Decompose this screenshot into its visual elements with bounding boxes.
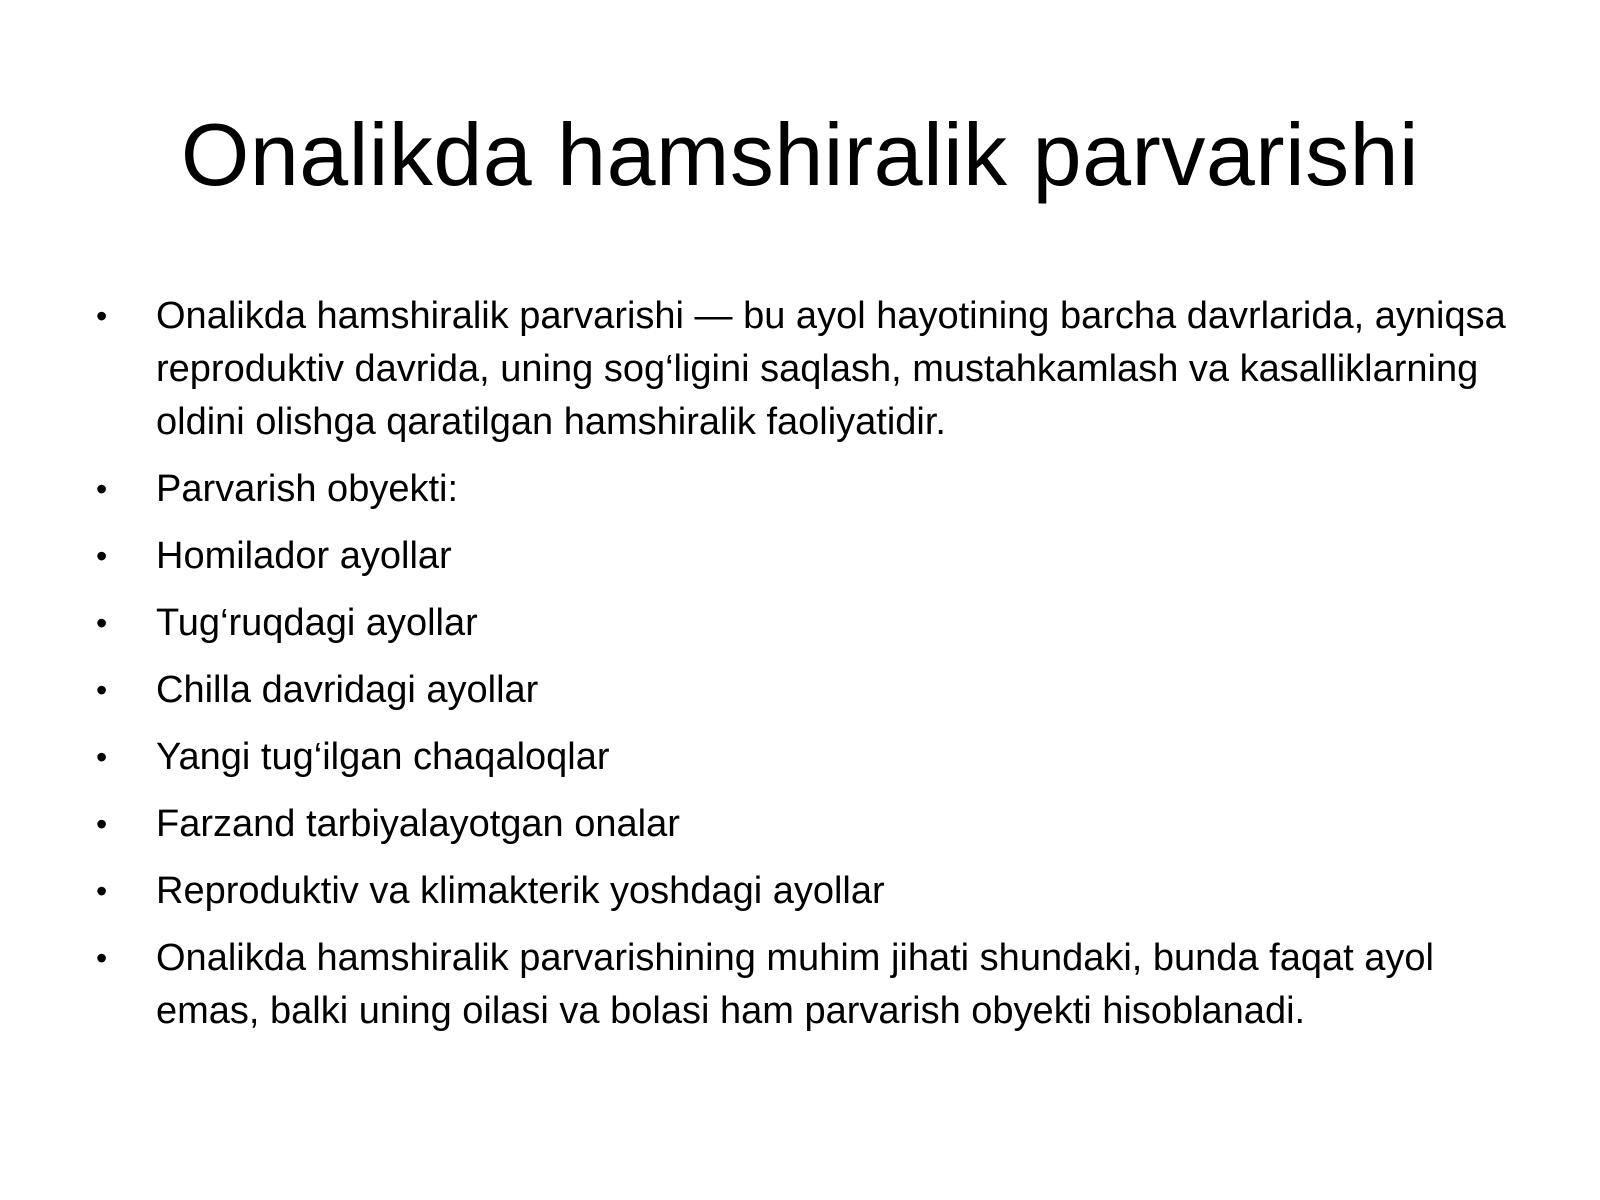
bullet-item bbox=[92, 865, 1512, 918]
bullet-dot-icon: • bbox=[96, 940, 108, 976]
bullet-item bbox=[92, 798, 1512, 851]
bullet-dot-icon: • bbox=[96, 605, 108, 641]
bullet-text: Onalikda hamshiralik parvarishining muhim jihati shundaki, bunda faqat ayol emas, balki uning oilasi va bolasi ham parvarish obyekti hisoblanadi. bbox=[156, 937, 1434, 1032]
bullet-item bbox=[92, 731, 1512, 784]
bullet-text: Yangi tug‘ilgan chaqaloqlar bbox=[156, 736, 610, 778]
bullet-list bbox=[92, 290, 1512, 1052]
bullet-text: Reproduktiv va klimakterik yoshdagi ayollar bbox=[156, 870, 885, 912]
bullet-item bbox=[92, 664, 1512, 717]
bullet-text: Parvarish obyekti: bbox=[156, 468, 459, 510]
bullet-item bbox=[92, 463, 1512, 516]
bullet-text: Chilla davridagi ayollar bbox=[156, 669, 539, 711]
bullet-text: Farzand tarbiyalayotgan onalar bbox=[156, 803, 680, 845]
slide-title: Onalikda hamshiralik parvarishi bbox=[180, 105, 1420, 204]
bullet-dot-icon: • bbox=[96, 471, 108, 507]
bullet-item bbox=[92, 290, 1512, 449]
bullet-dot-icon: • bbox=[96, 873, 108, 909]
bullet-text: Onalikda hamshiralik parvarishi — bu ayol hayotining barcha davrlarida, ayniqsa reproduktiv davrida, uning sog‘ligini saqlash, mustahkamlash va kasalliklarning oldini olishga qaratilgan hamshiralik faoliyatidir. bbox=[156, 295, 1506, 443]
bullet-dot-icon: • bbox=[96, 739, 108, 775]
bullet-text: Homilador ayollar bbox=[156, 535, 452, 577]
bullet-item bbox=[92, 932, 1512, 1038]
bullet-item bbox=[92, 530, 1512, 583]
bullet-dot-icon: • bbox=[96, 806, 108, 842]
bullet-dot-icon: • bbox=[96, 672, 108, 708]
bullet-item bbox=[92, 597, 1512, 650]
bullet-dot-icon: • bbox=[96, 538, 108, 574]
bullet-text: Tug‘ruqdagi ayollar bbox=[156, 602, 478, 644]
bullet-dot-icon: • bbox=[96, 298, 108, 334]
